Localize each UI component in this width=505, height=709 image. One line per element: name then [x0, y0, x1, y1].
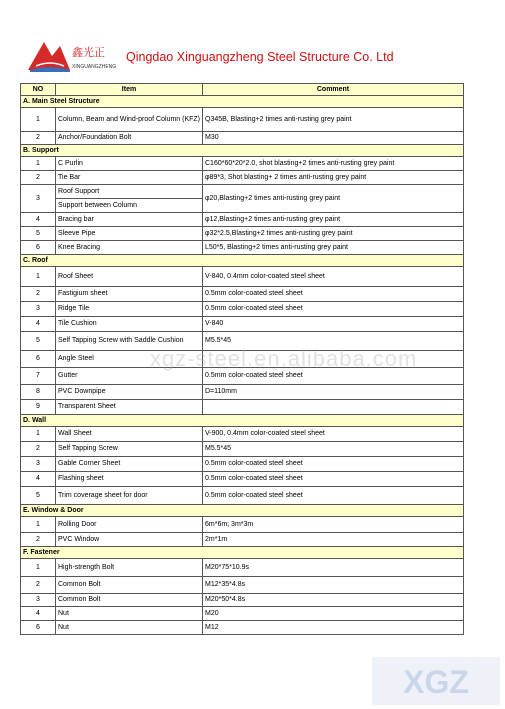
row-number: 9 — [21, 400, 56, 415]
section-title: D. Wall — [21, 415, 464, 427]
section-title: B. Support — [21, 145, 464, 157]
svg-text:XINGUANGZHENG: XINGUANGZHENG — [72, 64, 117, 70]
row-number: 3 — [21, 594, 56, 607]
row-number: 3 — [21, 302, 56, 317]
table-row — [21, 442, 464, 457]
row-comment: L50*5, Blasting+2 times anti-rusting grey paint — [203, 241, 464, 255]
row-comment: 0.5mm color-coated steel sheet — [203, 368, 464, 385]
row-comment: M20 — [203, 607, 464, 621]
row-item: Rolling Door — [56, 517, 203, 533]
row-number: 6 — [21, 621, 56, 635]
section-row — [21, 145, 464, 157]
row-comment: M30 — [203, 132, 464, 145]
table-row — [21, 267, 464, 287]
row-item: Roof Sheet — [56, 267, 203, 287]
table-header-row — [21, 84, 464, 96]
table-row — [21, 368, 464, 385]
watermark: xgz-steel.en.alibaba.com — [150, 346, 418, 371]
row-number: 4 — [21, 607, 56, 621]
row-item: Sleeve Pipe — [56, 227, 203, 241]
table-row — [21, 302, 464, 317]
row-comment: M20*50*4.8s — [203, 594, 464, 607]
row-item: High-strength Bolt — [56, 559, 203, 577]
row-number: 8 — [21, 385, 56, 400]
row-comment: C160*60*20*2.0, shot blasting+2 times anti-rusting grey paint — [203, 157, 464, 171]
row-number: 6 — [21, 241, 56, 255]
row-item: Common Bolt — [56, 594, 203, 607]
row-item: Support between Column — [56, 199, 203, 213]
row-comment: 0.5mm color-coated steel sheet — [203, 457, 464, 472]
row-number: 5 — [21, 487, 56, 505]
row-number: 4 — [21, 317, 56, 332]
row-number: 1 — [21, 267, 56, 287]
table-row — [21, 213, 464, 227]
row-comment: φ32*2.5,Blasting+2 times anti-rusting grey paint — [203, 227, 464, 241]
row-comment: V-840 — [203, 317, 464, 332]
section-row — [21, 255, 464, 267]
header-comment: Comment — [203, 84, 464, 96]
row-comment: Q345B, Blasting+2 times anti-rusting grey paint — [203, 108, 464, 132]
row-number: 3 — [21, 185, 56, 213]
row-comment: φ89*3, Shot blasting+ 2 times anti-rusting grey paint — [203, 171, 464, 185]
section-row — [21, 547, 464, 559]
svg-text:鑫光正: 鑫光正 — [72, 46, 105, 59]
table-row — [21, 400, 464, 415]
row-number: 5 — [21, 227, 56, 241]
row-item: Angle Steel — [56, 351, 203, 368]
row-number: 2 — [21, 577, 56, 594]
row-number: 6 — [21, 351, 56, 368]
row-comment: 6m*6m; 3m*3m — [203, 517, 464, 533]
company-logo — [26, 34, 118, 78]
table-row — [21, 487, 464, 505]
table-row — [21, 351, 464, 368]
row-item: Gutter — [56, 368, 203, 385]
table-body — [21, 96, 464, 635]
row-number: 2 — [21, 442, 56, 457]
table-row — [21, 317, 464, 332]
row-comment: 2m*1m — [203, 533, 464, 547]
row-item: Roof Support — [56, 185, 203, 199]
row-item: Nut — [56, 621, 203, 635]
table-row — [21, 108, 464, 132]
row-number: 4 — [21, 213, 56, 227]
row-item: Tile Cushion — [56, 317, 203, 332]
row-item: Fastigium sheet — [56, 287, 203, 302]
table-row — [21, 457, 464, 472]
table-row — [21, 241, 464, 255]
row-item: Common Bolt — [56, 577, 203, 594]
section-title: C. Roof — [21, 255, 464, 267]
row-number: 1 — [21, 108, 56, 132]
table-row — [21, 559, 464, 577]
row-number: 3 — [21, 457, 56, 472]
table-row — [21, 533, 464, 547]
row-number: 2 — [21, 287, 56, 302]
row-item: Ridge Tile — [56, 302, 203, 317]
row-comment: M5.5*45 — [203, 332, 464, 351]
table-row — [21, 287, 464, 302]
row-comment: V-900, 0.4mm color-coated steel sheet — [203, 427, 464, 442]
row-item: PVC Downpipe — [56, 385, 203, 400]
table-row — [21, 332, 464, 351]
section-row — [21, 96, 464, 108]
row-comment: M5.5*45 — [203, 442, 464, 457]
row-item: Transparent Sheet — [56, 400, 203, 415]
row-comment — [203, 400, 464, 415]
row-item: Wall Sheet — [56, 427, 203, 442]
table-row — [21, 385, 464, 400]
table-row — [21, 185, 464, 199]
row-item: Self Tapping Screw — [56, 442, 203, 457]
row-number: 1 — [21, 157, 56, 171]
section-title: F. Fastener — [21, 547, 464, 559]
row-comment — [203, 351, 464, 368]
row-comment: φ12,Blasting+2 times anti-rusting grey paint — [203, 213, 464, 227]
table-row — [21, 427, 464, 442]
row-item: Trim coverage sheet for door — [56, 487, 203, 505]
row-comment: 0.5mm color-coated steel sheet — [203, 472, 464, 487]
table-row — [21, 227, 464, 241]
row-item: Tie Bar — [56, 171, 203, 185]
row-item: Self Tapping Screw with Saddle Cushion — [56, 332, 203, 351]
specification-table — [20, 83, 464, 635]
row-comment: V-840, 0.4mm color-coated steel sheet — [203, 267, 464, 287]
table-row — [21, 577, 464, 594]
table-row — [21, 607, 464, 621]
row-comment: 0.5mm color-coated steel sheet — [203, 487, 464, 505]
row-number: 2 — [21, 171, 56, 185]
company-name: Qingdao Xinguangzheng Steel Structure Co. Ltd — [126, 50, 394, 64]
header — [0, 0, 505, 82]
xgz-corner-logo — [372, 657, 500, 705]
row-comment: 0.5mm color-coated steel sheet — [203, 302, 464, 317]
header-no: NO — [21, 84, 56, 96]
row-item: Bracing bar — [56, 213, 203, 227]
row-comment: 0.5mm color-coated steel sheet — [203, 287, 464, 302]
table-row — [21, 472, 464, 487]
section-row — [21, 415, 464, 427]
row-number: 1 — [21, 427, 56, 442]
row-item: PVC Window — [56, 533, 203, 547]
row-number: 2 — [21, 132, 56, 145]
section-row — [21, 505, 464, 517]
table-row — [21, 157, 464, 171]
row-item: Anchor/Foundation Bolt — [56, 132, 203, 145]
table-row — [21, 171, 464, 185]
header-item: Item — [56, 84, 203, 96]
section-title: E. Window & Door — [21, 505, 464, 517]
row-comment: M20*75*10.9s — [203, 559, 464, 577]
row-number: 1 — [21, 559, 56, 577]
row-comment: φ20,Blasting+2 times anti-rusting grey paint — [203, 185, 464, 213]
row-comment: M12*35*4.8s — [203, 577, 464, 594]
row-number: 5 — [21, 332, 56, 351]
svg-text:XGZ: XGZ — [403, 664, 469, 700]
row-number: 7 — [21, 368, 56, 385]
row-comment: D=110mm — [203, 385, 464, 400]
row-item: Column, Beam and Wind-proof Column (KFZ) — [56, 108, 203, 132]
row-item: C Purlin — [56, 157, 203, 171]
table-row — [21, 594, 464, 607]
row-comment: M12 — [203, 621, 464, 635]
row-number: 1 — [21, 517, 56, 533]
table-row — [21, 517, 464, 533]
row-item: Gable Corner Sheet — [56, 457, 203, 472]
row-item: Nut — [56, 607, 203, 621]
row-number: 2 — [21, 533, 56, 547]
row-number: 4 — [21, 472, 56, 487]
section-title: A. Main Steel Structure — [21, 96, 464, 108]
row-item: Flashing sheet — [56, 472, 203, 487]
row-item: Knee Bracing — [56, 241, 203, 255]
table-row — [21, 621, 464, 635]
table-row — [21, 132, 464, 145]
